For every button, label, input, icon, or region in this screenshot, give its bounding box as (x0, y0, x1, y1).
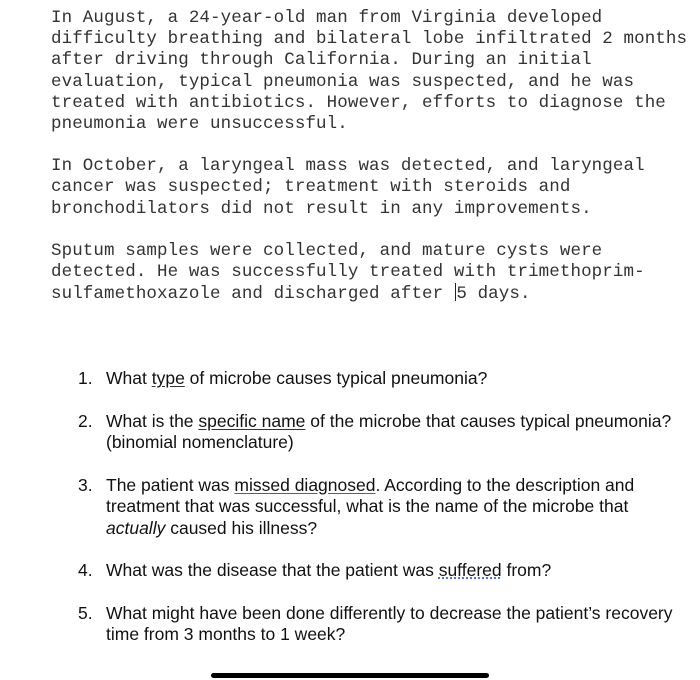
home-indicator[interactable] (211, 673, 489, 678)
question-text: What was the disease that the patient was (106, 560, 439, 580)
case-paragraph-1: In August, a 24-year-old man from Virginia developed difficulty breathing and bilateral lobe infiltrated 2 months after driving through California. During an initial evaluation, typical pneumonia was suspected, and he was treated with antibiotics. However, efforts to diagnose the pneumonia were unsuccessful. (51, 8, 688, 135)
question-1 (78, 368, 678, 390)
question-text: of the microbe that causes typical pneumonia? (binomial nomenclature) (106, 410, 672, 452)
case-paragraph-2: In October, a laryngeal mass was detected, and laryngeal cancer was suspected; treatment with steroids and bronchodilators did not result in any improvements. (51, 156, 645, 219)
question-2 (78, 411, 678, 454)
question-text: What might have been done differently to decrease the patient’s recovery time from 3 months to 1 week? (106, 602, 673, 644)
question-number: 2. (78, 410, 93, 431)
case-description (51, 8, 691, 326)
question-text: What is the (106, 410, 199, 431)
grammar-flagged-term: missed diagnosed (234, 474, 376, 495)
question-number: 3. (78, 474, 93, 495)
case-paragraph-3-tail: 5 days. (456, 284, 531, 305)
question-text: caused his illness? (165, 517, 318, 538)
grammar-flagged-term: suffered (438, 560, 502, 580)
question-5 (78, 603, 678, 646)
case-paragraph-3 (51, 241, 691, 306)
question-number: 4. (78, 560, 93, 580)
question-4 (78, 560, 678, 582)
underlined-term: type (151, 368, 185, 388)
question-list (78, 368, 678, 667)
question-text: . According to the description and treatment that was successful, what is the name of the microbe that (106, 474, 635, 516)
question-text: The patient was (106, 474, 235, 495)
emphasized-word: actually (106, 517, 166, 538)
question-text: of microbe causes typical pneumonia? (184, 368, 488, 388)
question-number: 1. (78, 368, 93, 388)
question-text: What (106, 368, 152, 388)
case-paragraph-3-text: Sputum samples were collected, and mature cysts were detected. He was successfully treated with trimethoprim-sulfamethoxazole and discharged after (51, 240, 645, 305)
question-text: from? (501, 560, 552, 580)
question-number: 5. (78, 602, 93, 623)
question-3 (78, 475, 678, 540)
underlined-term: specific name (198, 410, 306, 431)
